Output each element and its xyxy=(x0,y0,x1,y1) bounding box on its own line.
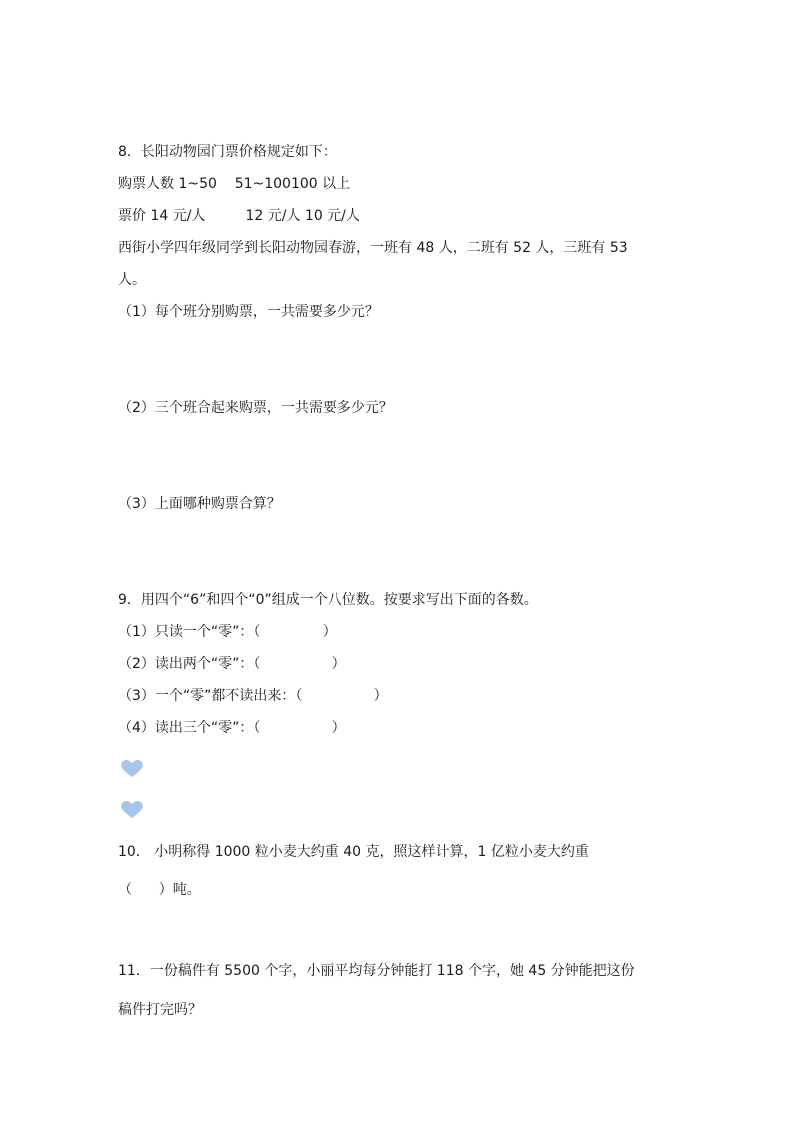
q8-price-row-price: 票价 14 元/人 12 元/人 10 元/人 xyxy=(118,208,360,224)
q11-line2: 稿件打完吗？ xyxy=(118,1002,202,1018)
q11-line1: 11．一份稿件有 5500 个字，小丽平均每分钟能打 118 个字，她 45 分钟能把这份 xyxy=(118,963,635,979)
heart-icon xyxy=(121,760,143,778)
q8-description-line2: 人。 xyxy=(118,272,146,288)
q8-subquestion-1: （1）每个班分别购票，一共需要多少元？ xyxy=(118,304,379,320)
q8-title: 8．长阳动物园门票价格规定如下： xyxy=(118,144,337,160)
q8-price-row-quantity: 购票人数 1~50 51~100100 以上 xyxy=(118,176,351,192)
q9-subquestion-2: （2）读出两个“零”：（ ） xyxy=(118,656,346,672)
heart-icon xyxy=(121,801,143,819)
q9-title: 9．用四个“6”和四个“0”组成一个八位数。按要求写出下面的各数。 xyxy=(118,592,538,608)
q8-subquestion-3: （3）上面哪种购票合算？ xyxy=(118,496,281,512)
q8-subquestion-2: （2）三个班合起来购票，一共需要多少元？ xyxy=(118,400,393,416)
q9-subquestion-4: （4）读出三个“零”：（ ） xyxy=(118,720,346,736)
q10-line1: 10． 小明称得 1000 粒小麦大约重 40 克，照这样计算，1 亿粒小麦大约重 xyxy=(118,844,589,860)
q9-subquestion-1: （1）只读一个“零”：（ ） xyxy=(118,624,337,640)
q9-subquestion-3: （3）一个“零”都不读出来：（ ） xyxy=(118,688,388,704)
q8-description-line1: 西街小学四年级同学到长阳动物园春游，一班有 48 人，二班有 52 人，三班有 53 xyxy=(118,240,628,256)
q10-line2: （ ）吨。 xyxy=(118,882,201,898)
